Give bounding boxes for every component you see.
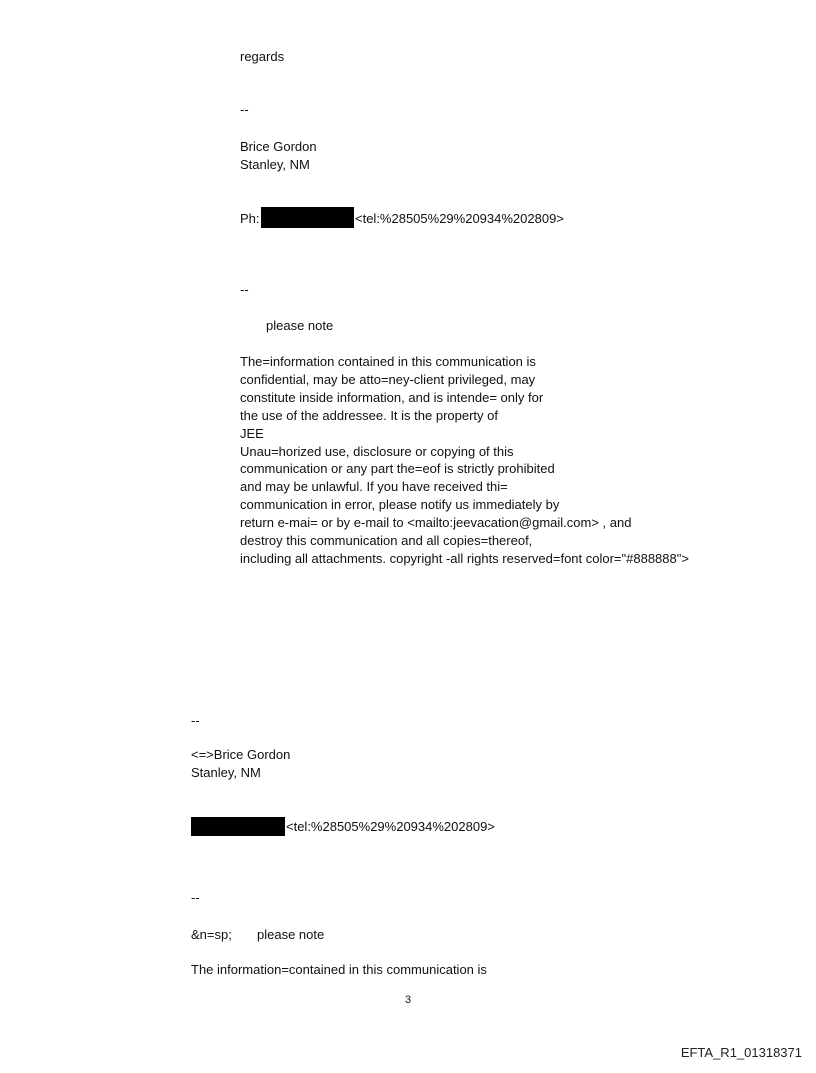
bates-number: EFTA_R1_01318371 — [680, 1045, 802, 1060]
phone-link[interactable]: <tel:%28505%29%20934%202809> — [286, 819, 495, 834]
sender-location: Stanley, NM — [191, 765, 261, 780]
disclaimer-line: the use of the addressee. It is the property of — [240, 407, 498, 423]
phone-link[interactable]: <tel:%28505%29%20934%202809> — [355, 211, 564, 226]
note-heading: please note — [266, 318, 334, 333]
disclaimer-line: JEE — [240, 425, 264, 441]
confidentiality-disclaimer — [240, 353, 689, 568]
disclaimer-line: including all attachments. copyright -all rights reserved=font color="#888888"> — [240, 550, 689, 566]
phone-label: Ph: — [240, 211, 260, 226]
separator: -- — [191, 713, 200, 728]
disclaimer-line: communication or any part the=eof is strictly prohibited — [240, 461, 555, 477]
sender-name: <=>Brice Gordon — [191, 747, 291, 762]
disclaimer-line: destroy this communication and all copies=thereof, — [240, 533, 533, 549]
disclaimer-line: confidential, may be atto=ney-client privileged, may — [240, 371, 536, 387]
note-heading: please note — [257, 927, 325, 942]
disclaimer-line: The=information contained in this communication is — [240, 354, 536, 369]
disclaimer-line: Unau=horized use, disclosure or copying of this — [240, 443, 514, 459]
redaction-box — [261, 207, 354, 228]
disclaimer-line: communication in error, please notify us immediately by — [240, 497, 560, 513]
sender-name: Brice Gordon — [240, 139, 317, 154]
sender-location: Stanley, NM — [240, 157, 310, 172]
closing-text: regards — [240, 49, 285, 64]
redaction-box — [191, 817, 285, 836]
separator: -- — [240, 102, 249, 117]
disclaimer-line: return e-mai= or by e-mail to <mailto:jeevacation@gmail.com> , and — [240, 515, 632, 531]
separator: -- — [191, 890, 200, 905]
page-number: 3 — [404, 994, 412, 1006]
disclaimer-line: constitute inside information, and is intende= only for — [240, 389, 544, 405]
disclaimer-line: and may be unlawful. If you have received thi= — [240, 479, 508, 495]
encoded-nbsp-text: &n=sp; — [191, 927, 232, 942]
disclaimer-line: The information=contained in this communication is — [191, 962, 487, 977]
separator: -- — [240, 282, 249, 297]
